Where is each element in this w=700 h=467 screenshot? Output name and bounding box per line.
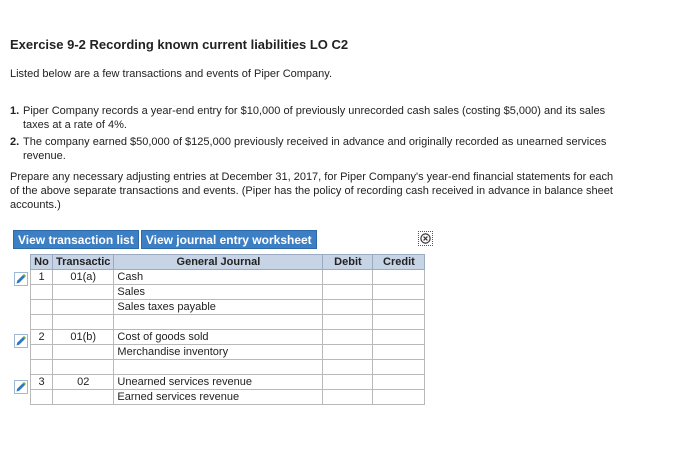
blank-cell: [53, 300, 114, 315]
header-debit: Debit: [323, 255, 373, 270]
blank-cell: [31, 285, 53, 300]
account-cell[interactable]: Sales: [114, 285, 323, 300]
general-journal-table: [30, 254, 425, 405]
table-row: [31, 285, 425, 300]
header-general-journal: General Journal: [114, 255, 323, 270]
list-item: [10, 135, 615, 163]
table-header-row: [31, 255, 425, 270]
credit-cell[interactable]: [373, 390, 425, 405]
account-cell[interactable]: [114, 360, 323, 375]
table-row: [31, 375, 425, 390]
account-cell[interactable]: Merchandise inventory: [114, 345, 323, 360]
blank-cell: [53, 360, 114, 375]
entry-transaction: 01(b): [53, 330, 114, 345]
blank-cell: [31, 390, 53, 405]
edit-entry-2-icon[interactable]: [14, 334, 28, 348]
header-credit: Credit: [373, 255, 425, 270]
account-cell[interactable]: Sales taxes payable: [114, 300, 323, 315]
entry-transaction: 02: [53, 375, 114, 390]
debit-cell[interactable]: [323, 285, 373, 300]
header-transaction: Transactic: [53, 255, 114, 270]
table-row: [31, 300, 425, 315]
item-text: Piper Company records a year-end entry for $10,000 of previously unrecorded cash sales (costing $5,000) and its sales taxes at a rate of 4%.: [23, 105, 606, 131]
entry-transaction: 01(a): [53, 270, 114, 285]
credit-cell[interactable]: [373, 360, 425, 375]
entry-number: 2: [31, 330, 53, 345]
intro-text: Listed below are a few transactions and events of Piper Company.: [10, 68, 333, 80]
list-item: [10, 104, 615, 132]
view-transaction-list-button[interactable]: View transaction list: [13, 230, 139, 249]
table-row: [31, 390, 425, 405]
item-number: 2.: [10, 136, 20, 148]
credit-cell[interactable]: [373, 375, 425, 390]
table-row: [31, 345, 425, 360]
blank-cell: [53, 315, 114, 330]
table-row: [31, 360, 425, 375]
header-no: No: [31, 255, 53, 270]
close-circle-icon: [420, 233, 431, 244]
credit-cell[interactable]: [373, 330, 425, 345]
debit-cell[interactable]: [323, 375, 373, 390]
button-row: [13, 230, 319, 249]
credit-cell[interactable]: [373, 285, 425, 300]
blank-cell: [31, 345, 53, 360]
entry-number: 3: [31, 375, 53, 390]
account-cell[interactable]: Earned services revenue: [114, 390, 323, 405]
table-row: [31, 270, 425, 285]
entry-number: 1: [31, 270, 53, 285]
debit-cell[interactable]: [323, 390, 373, 405]
view-journal-worksheet-button[interactable]: View journal entry worksheet: [141, 230, 317, 249]
debit-cell[interactable]: [323, 300, 373, 315]
close-button[interactable]: [418, 231, 433, 246]
debit-cell[interactable]: [323, 330, 373, 345]
account-cell[interactable]: Cash: [114, 270, 323, 285]
debit-cell[interactable]: [323, 270, 373, 285]
blank-cell: [31, 315, 53, 330]
edit-entry-1-icon[interactable]: [14, 272, 28, 286]
account-cell[interactable]: Unearned services revenue: [114, 375, 323, 390]
edit-entry-3-icon[interactable]: [14, 380, 28, 394]
account-cell[interactable]: Cost of goods sold: [114, 330, 323, 345]
item-number: 1.: [10, 105, 20, 117]
credit-cell[interactable]: [373, 270, 425, 285]
account-cell[interactable]: [114, 315, 323, 330]
table-row: [31, 315, 425, 330]
item-text: The company earned $50,000 of $125,000 previously received in advance and originally recorded as unearned services revenue.: [23, 136, 607, 162]
credit-cell[interactable]: [373, 345, 425, 360]
instructions: Prepare any necessary adjusting entries at December 31, 2017, for Piper Company's year-end financial statements for each of the above separate transactions and events. (Piper has the policy of recording cash received in advance in balance sheet accounts.): [10, 171, 614, 211]
table-row: [31, 330, 425, 345]
debit-cell[interactable]: [323, 315, 373, 330]
blank-cell: [53, 390, 114, 405]
page-title: Exercise 9-2 Recording known current liabilities LO C2: [10, 37, 349, 52]
debit-cell[interactable]: [323, 345, 373, 360]
blank-cell: [31, 360, 53, 375]
debit-cell[interactable]: [323, 360, 373, 375]
transaction-list: [10, 104, 615, 166]
blank-cell: [53, 345, 114, 360]
credit-cell[interactable]: [373, 300, 425, 315]
blank-cell: [53, 285, 114, 300]
credit-cell[interactable]: [373, 315, 425, 330]
blank-cell: [31, 300, 53, 315]
